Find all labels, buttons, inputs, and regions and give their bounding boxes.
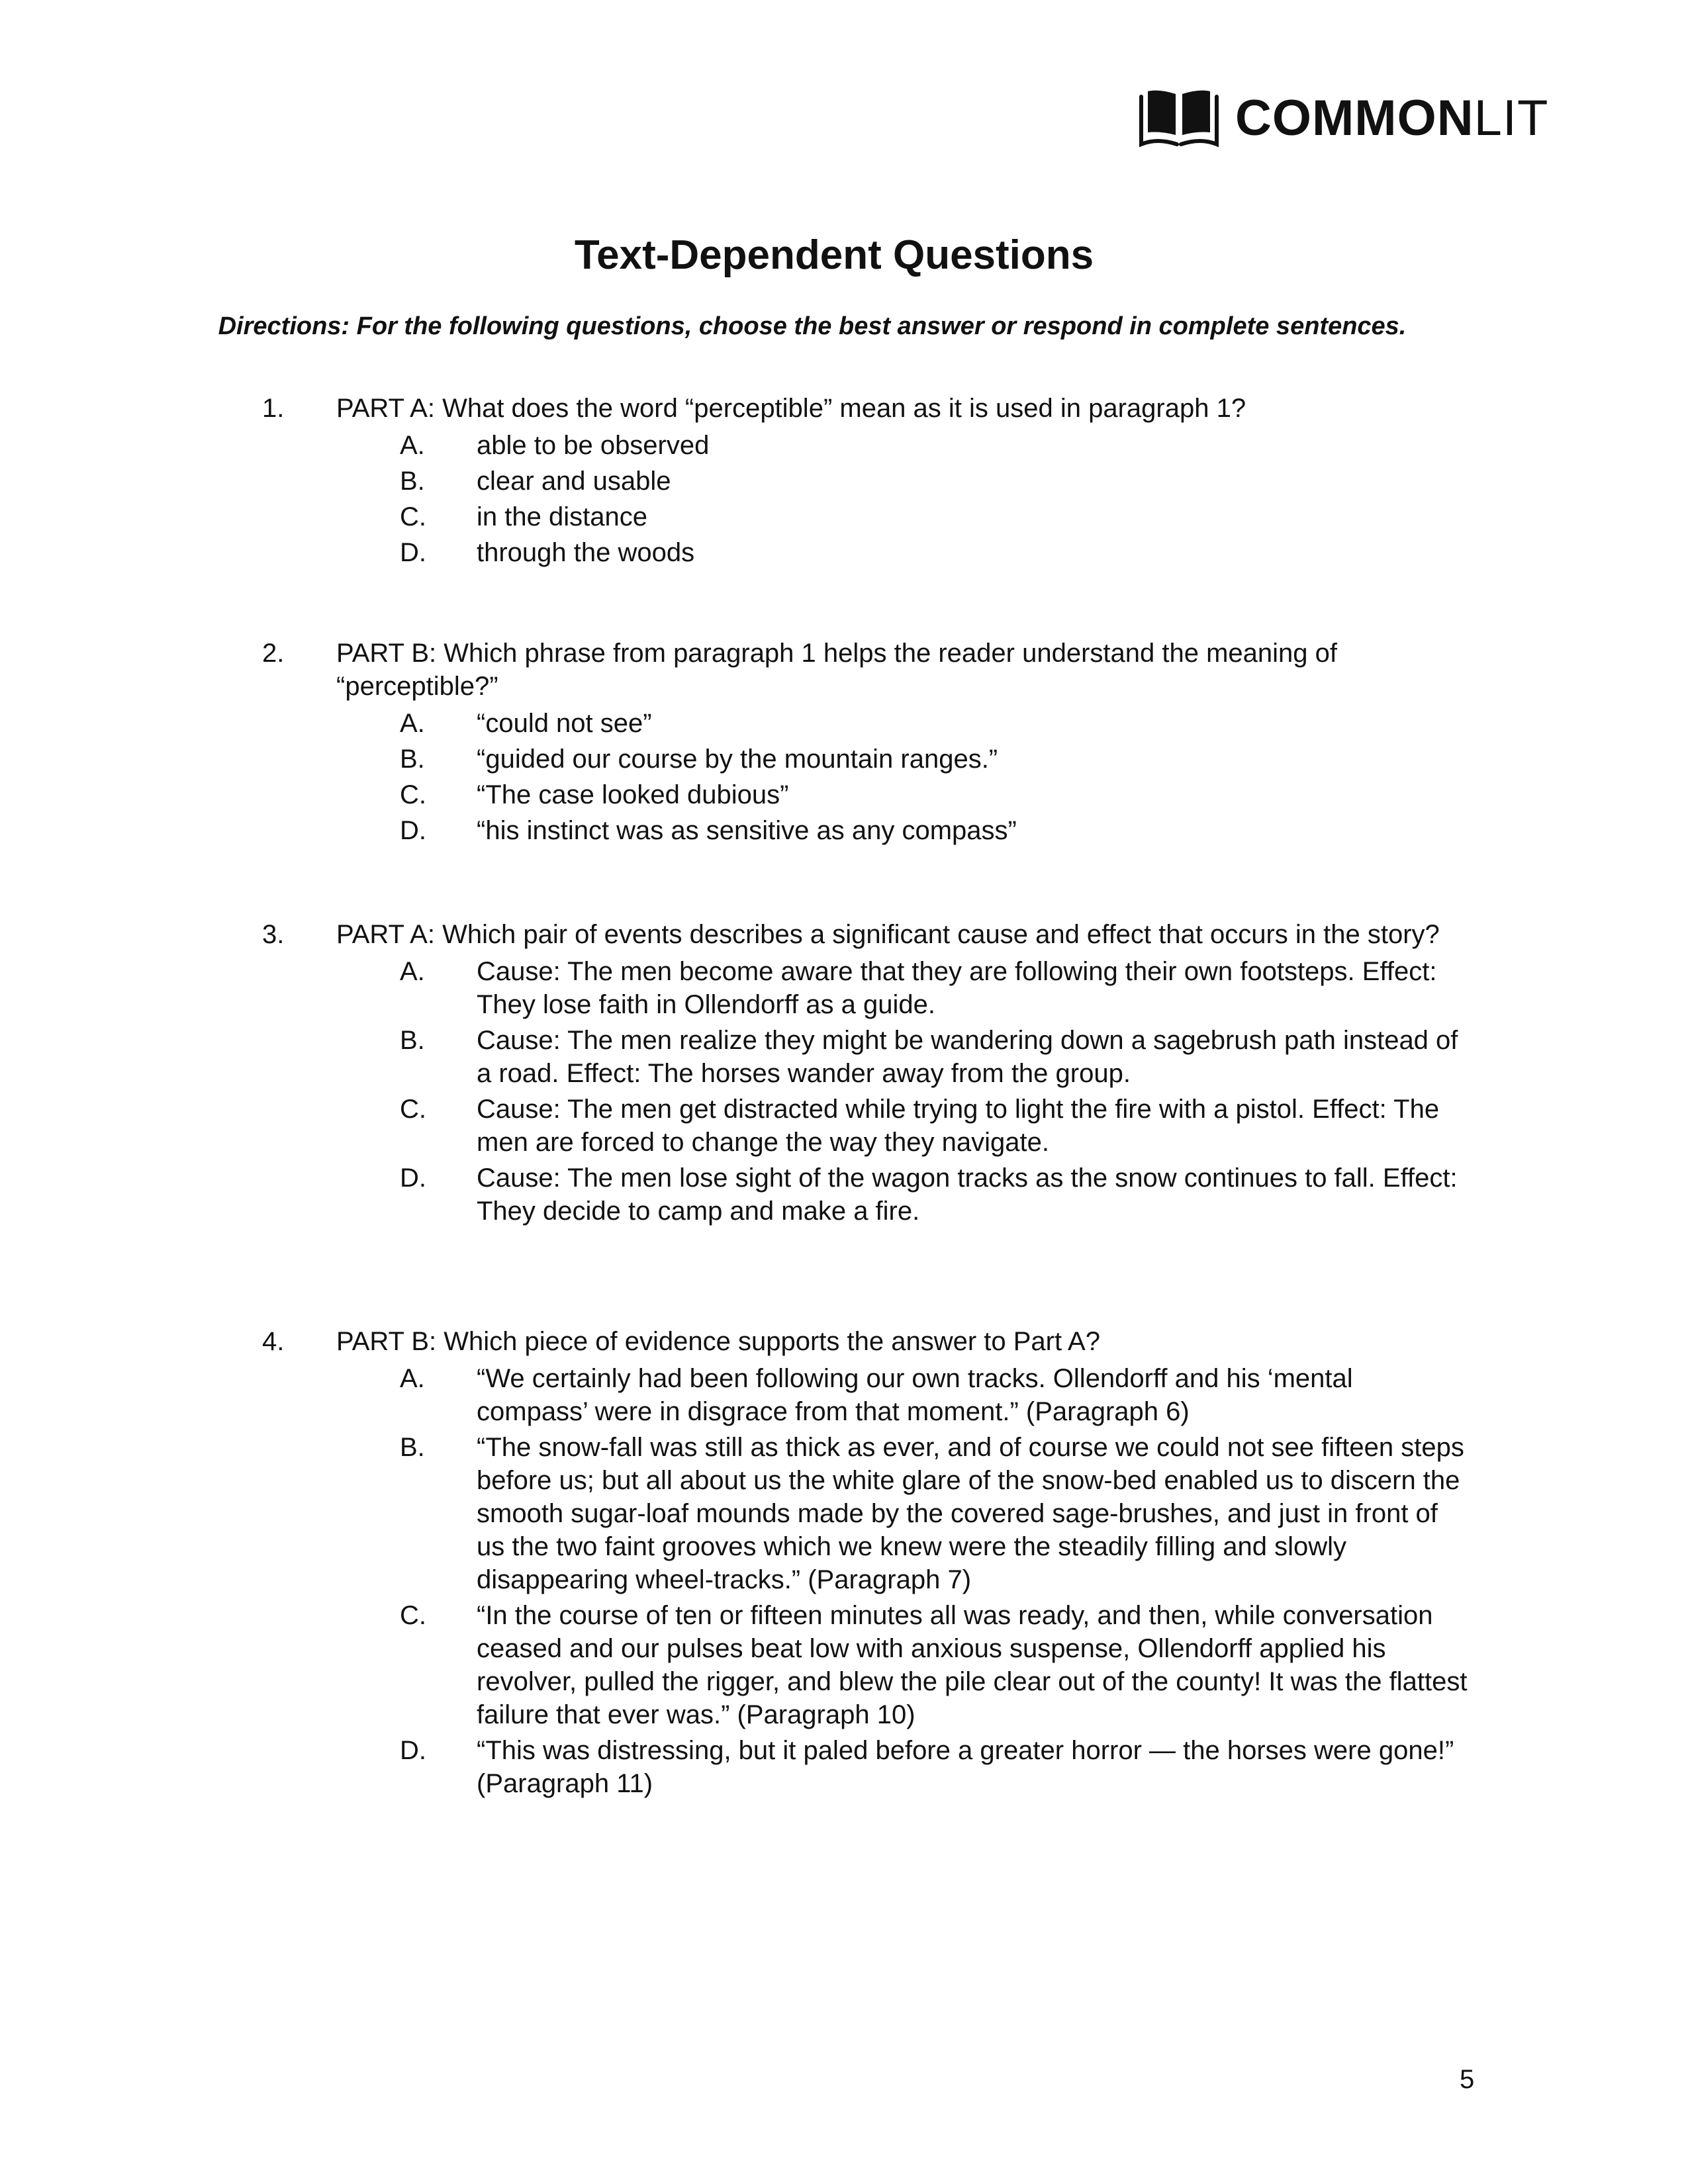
answer-option[interactable] bbox=[400, 955, 1470, 1021]
question-text: PART B: Which phrase from paragraph 1 helps the reader understand the meaning of “perceptible?” bbox=[336, 639, 1337, 701]
answer-option[interactable] bbox=[400, 1161, 1470, 1228]
option-letter: B. bbox=[400, 1026, 425, 1055]
answer-option[interactable] bbox=[400, 536, 1470, 569]
answer-option[interactable] bbox=[400, 1362, 1470, 1428]
option-text: “We certainly had been following our own tracks. Ollendorff and his ‘mental compass’ were in disgrace from that moment.” (Paragraph 6) bbox=[477, 1364, 1353, 1426]
option-letter: B. bbox=[400, 467, 425, 496]
option-text: in the distance bbox=[477, 502, 647, 531]
option-text: Cause: The men become aware that they are following their own footsteps. Effect: They lose faith in Ollendorff as a guide. bbox=[477, 957, 1437, 1019]
answer-option[interactable] bbox=[400, 778, 1470, 811]
option-text: “This was distressing, but it paled before a greater horror — the horses were gone!” (Paragraph 11) bbox=[477, 1736, 1454, 1798]
option-letter: A. bbox=[400, 431, 425, 460]
option-text: “guided our course by the mountain ranges.” bbox=[477, 745, 998, 774]
logo-wordmark-bold: COMMON bbox=[1235, 89, 1474, 146]
answer-option[interactable] bbox=[400, 743, 1470, 776]
option-letter: C. bbox=[400, 1601, 426, 1630]
option-text: Cause: The men get distracted while trying to light the fire with a pistol. Effect: The men are forced to change the way they navigate. bbox=[477, 1095, 1440, 1157]
logo-wordmark-light: LIT bbox=[1474, 89, 1549, 146]
answer-option[interactable] bbox=[400, 707, 1470, 740]
answer-options bbox=[262, 429, 1480, 569]
answer-option[interactable] bbox=[400, 1599, 1470, 1731]
option-text: clear and usable bbox=[477, 467, 671, 496]
page-title: Text-Dependent Questions bbox=[574, 232, 1094, 278]
option-letter: B. bbox=[400, 745, 425, 774]
option-letter: A. bbox=[400, 1364, 425, 1393]
option-text: through the woods bbox=[477, 538, 695, 567]
option-text: “The snow-fall was still as thick as ever, and of course we could not see fifteen steps before us; but all about us the white glare of the snow-bed enabled us to discern the smooth sugar-loaf mounds made by the covered sage-brushes, and just in front of us the two faint grooves which we knew were the steadily filling and slowly disappearing wheel-tracks.” (Paragraph 7) bbox=[477, 1433, 1464, 1594]
answer-option[interactable] bbox=[400, 465, 1470, 498]
question-text: PART B: Which piece of evidence supports the answer to Part A? bbox=[336, 1327, 1100, 1356]
logo-wordmark bbox=[1235, 89, 1548, 147]
answer-option[interactable] bbox=[400, 429, 1470, 462]
answer-options bbox=[262, 955, 1480, 1228]
question-number: 3. bbox=[262, 920, 285, 949]
option-letter: C. bbox=[400, 780, 426, 809]
option-text: Cause: The men realize they might be wandering down a sagebrush path instead of a road. Effect: The horses wander away from the group. bbox=[477, 1026, 1458, 1088]
answer-option[interactable] bbox=[400, 1734, 1470, 1800]
question-1 bbox=[262, 392, 1480, 572]
question-3 bbox=[262, 918, 1480, 1230]
option-letter: A. bbox=[400, 957, 425, 986]
option-letter: D. bbox=[400, 1163, 426, 1193]
question-2 bbox=[262, 637, 1480, 850]
open-book-icon bbox=[1139, 87, 1219, 148]
answer-option[interactable] bbox=[400, 814, 1470, 847]
question-text: PART A: Which pair of events describes a significant cause and effect that occurs in the story? bbox=[336, 920, 1440, 949]
answer-options bbox=[262, 1362, 1480, 1800]
answer-option[interactable] bbox=[400, 500, 1470, 533]
option-text: “The case looked dubious” bbox=[477, 780, 789, 809]
option-letter: A. bbox=[400, 709, 425, 738]
commonlit-logo bbox=[1139, 87, 1548, 148]
answer-option[interactable] bbox=[400, 1093, 1470, 1159]
directions: Directions: For the following questions, choose the best answer or respond in complete sentences. bbox=[218, 312, 1407, 340]
option-letter: B. bbox=[400, 1433, 425, 1462]
question-4 bbox=[262, 1325, 1480, 1803]
answer-options bbox=[262, 707, 1480, 847]
option-letter: D. bbox=[400, 1736, 426, 1765]
option-text: “In the course of ten or fifteen minutes all was ready, and then, while conversation ceased and our pulses beat low with anxious suspense, Ollendorff applied his revolver, pulled the rigger, and blew the pile clear out of the county! It was the flattest failure that ever was.” (Paragraph 10) bbox=[477, 1601, 1468, 1729]
answer-option[interactable] bbox=[400, 1431, 1470, 1596]
page-number: 5 bbox=[1460, 2065, 1475, 2094]
question-number: 2. bbox=[262, 639, 285, 668]
option-letter: C. bbox=[400, 1095, 426, 1124]
question-number: 4. bbox=[262, 1327, 285, 1356]
answer-option[interactable] bbox=[400, 1024, 1470, 1090]
option-letter: D. bbox=[400, 538, 426, 567]
question-text: PART A: What does the word “perceptible” mean as it is used in paragraph 1? bbox=[336, 394, 1246, 423]
option-text: “his instinct was as sensitive as any compass” bbox=[477, 816, 1017, 845]
question-number: 1. bbox=[262, 394, 285, 423]
option-text: Cause: The men lose sight of the wagon tracks as the snow continues to fall. Effect: They decide to camp and make a fire. bbox=[477, 1163, 1458, 1226]
option-letter: D. bbox=[400, 816, 426, 845]
option-letter: C. bbox=[400, 502, 426, 531]
option-text: “could not see” bbox=[477, 709, 652, 738]
option-text: able to be observed bbox=[477, 431, 710, 460]
